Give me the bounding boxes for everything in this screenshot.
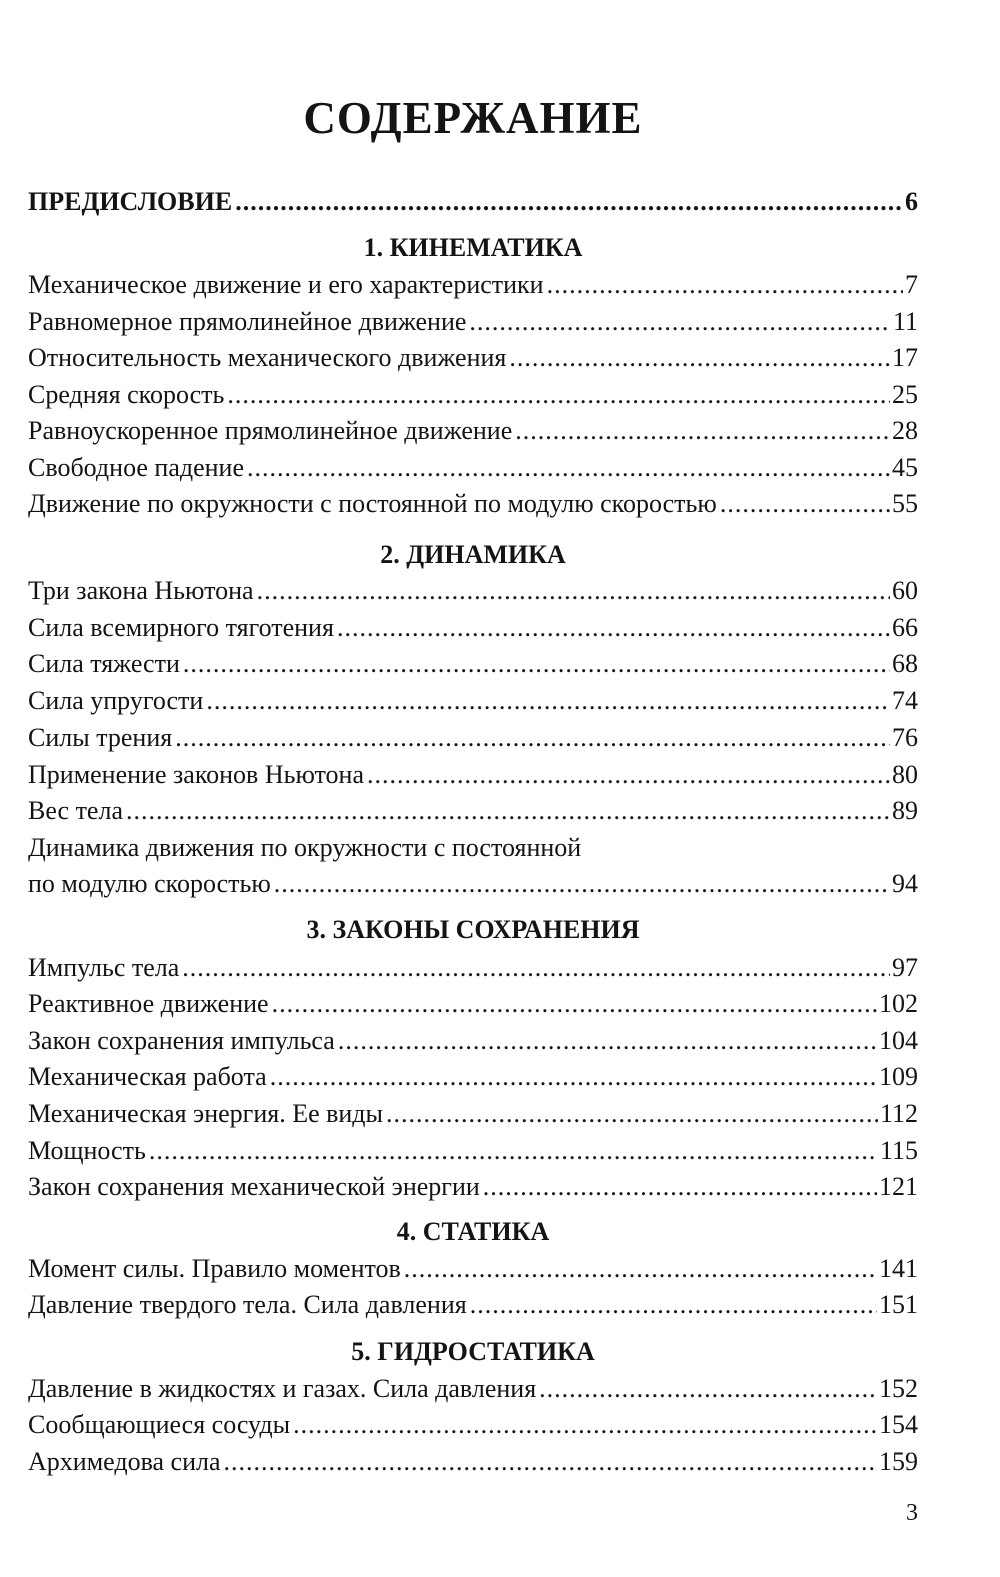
toc-entry-page: 28: [892, 416, 918, 445]
dot-leader: [293, 1407, 877, 1443]
toc-entry-page: 104: [879, 1026, 918, 1055]
toc-entry-label: Давление в жидкостях и газах. Сила давления: [28, 1374, 537, 1403]
section-heading-dynamics: 2. ДИНАМИКА: [380, 540, 566, 569]
toc-entry-label: Движение по окружности с постоянной по модулю скоростью: [28, 489, 717, 518]
dot-leader: [470, 1287, 877, 1323]
dot-leader: [469, 304, 891, 340]
toc-entry-label: Механическое движение и его характеристики: [28, 270, 544, 299]
toc-entry-label: Применение законов Ньютона: [28, 760, 365, 789]
toc-entry[interactable]: [28, 413, 918, 449]
toc-entry[interactable]: [28, 1023, 918, 1059]
dot-leader: [126, 793, 890, 829]
toc-entry[interactable]: [28, 1059, 918, 1095]
dot-leader: [182, 950, 890, 986]
toc-entry-page: 25: [892, 380, 918, 409]
toc-entry-page: 94: [892, 869, 918, 898]
toc-entry-label: Импульс тела: [28, 953, 180, 982]
toc-entry-page: 115: [879, 1136, 918, 1165]
toc-entry-preface[interactable]: [28, 184, 918, 220]
toc-entry[interactable]: [28, 304, 918, 340]
toc-entry-label: Механическая работа: [28, 1062, 267, 1091]
dot-leader: [175, 720, 890, 756]
dot-leader: [720, 486, 890, 522]
toc-entry[interactable]: [28, 1444, 918, 1480]
toc-entry[interactable]: [28, 450, 918, 486]
dot-leader: [235, 184, 903, 220]
toc-entry[interactable]: [28, 1096, 918, 1132]
toc-entry-page: 141: [879, 1254, 918, 1283]
toc-entry-page: 45: [892, 453, 918, 482]
toc-entry-label: Реактивное движение: [28, 989, 269, 1018]
dot-leader: [227, 377, 890, 413]
toc-entry[interactable]: [28, 683, 918, 719]
toc-entry-page: 80: [892, 760, 918, 789]
toc-entry[interactable]: [28, 486, 918, 522]
toc-entry-label: ПРЕДИСЛОВИЕ: [28, 187, 233, 216]
toc-entry-label: Давление твердого тела. Сила давления: [28, 1290, 467, 1319]
toc-entry-page: 74: [892, 686, 918, 715]
toc-entry-page: 154: [879, 1410, 918, 1439]
toc-entry[interactable]: [28, 757, 918, 793]
toc-entry-label: Сила всемирного тяготения: [28, 613, 334, 642]
dot-leader: [386, 1096, 878, 1132]
dot-leader: [149, 1133, 878, 1169]
toc-entry-label: по модулю скоростью: [28, 869, 271, 898]
section-heading-kinematics: 1. КИНЕМАТИКА: [363, 233, 583, 262]
toc-entry-label: Вес тела: [28, 796, 123, 825]
dot-leader: [483, 1169, 877, 1205]
toc-entry[interactable]: [28, 950, 918, 986]
toc-entry-label: Равноускоренное прямолинейное движение: [28, 416, 513, 445]
toc-entry[interactable]: [28, 866, 918, 902]
dot-leader: [515, 413, 890, 449]
toc-entry-page: 159: [879, 1447, 918, 1476]
toc-entry-page: 112: [879, 1099, 918, 1128]
toc-entry-label: Свободное падение: [28, 453, 245, 482]
toc-entry[interactable]: [28, 1287, 918, 1323]
toc-entry[interactable]: [28, 646, 918, 682]
dot-leader: [224, 1444, 877, 1480]
toc-entry-page: 11: [892, 307, 918, 336]
section-heading-statics: 4. СТАТИКА: [396, 1217, 550, 1246]
toc-entry-label: Закон сохранения импульса: [28, 1026, 335, 1055]
dot-leader: [270, 1059, 877, 1095]
toc-entry[interactable]: [28, 1407, 918, 1443]
toc-entry[interactable]: [28, 1169, 918, 1205]
toc-entry-page: 68: [892, 649, 918, 678]
toc-entry[interactable]: [28, 1251, 918, 1287]
toc-entry[interactable]: [28, 267, 918, 303]
toc-entry[interactable]: [28, 1133, 918, 1169]
toc-entry-label: Сила тяжести: [28, 649, 180, 678]
toc-entry-label: Механическая энергия. Ее виды: [28, 1099, 383, 1128]
section-heading-conservation-laws: 3. ЗАКОНЫ СОХРАНЕНИЯ: [306, 915, 640, 944]
toc-entry-page: 6: [905, 187, 918, 216]
toc-page: [28, 0, 918, 1577]
dot-leader: [257, 573, 890, 609]
toc-entry-label: Силы трения: [28, 723, 173, 752]
dot-leader: [547, 267, 903, 303]
toc-entry-label: Мощность: [28, 1136, 146, 1165]
dot-leader: [509, 340, 890, 376]
toc-entry-label: Сообщающиеся сосуды: [28, 1410, 291, 1439]
dot-leader: [272, 986, 877, 1022]
dot-leader: [367, 757, 890, 793]
toc-entry-label: Три закона Ньютона: [28, 576, 254, 605]
dot-leader: [539, 1371, 877, 1407]
toc-entry-page: 152: [879, 1374, 918, 1403]
dot-leader: [337, 610, 890, 646]
toc-entry-label: Относительность механического движения: [28, 343, 507, 372]
toc-entry-page: 97: [892, 953, 918, 982]
toc-entry-label: Сила упругости: [28, 686, 204, 715]
dot-leader: [206, 683, 890, 719]
section-heading-hydrostatics: 5. ГИДРОСТАТИКА: [351, 1337, 595, 1366]
toc-entry-label: Средняя скорость: [28, 380, 225, 409]
toc-entry-page: 89: [892, 796, 918, 825]
toc-entry-page: 102: [879, 989, 918, 1018]
toc-entry-page: 17: [892, 343, 918, 372]
toc-entry[interactable]: [28, 610, 918, 646]
toc-entry[interactable]: [28, 1371, 918, 1407]
toc-entry-page: 121: [879, 1172, 918, 1201]
toc-entry-page: 55: [892, 489, 918, 518]
toc-entry-label: Архимедова сила: [28, 1447, 221, 1476]
toc-entry-label: Закон сохранения механической энергии: [28, 1172, 480, 1201]
toc-entry[interactable]: [28, 986, 918, 1022]
page-number: 3: [906, 1500, 918, 1526]
toc-entry[interactable]: [28, 377, 918, 413]
dot-leader: [338, 1023, 877, 1059]
toc-entry-page: 7: [905, 270, 918, 299]
dot-leader: [247, 450, 890, 486]
dot-leader: [183, 646, 890, 682]
toc-entry-page: 66: [892, 613, 918, 642]
toc-entry[interactable]: [28, 793, 918, 829]
toc-entry-page: 76: [892, 723, 918, 752]
toc-entry-page: 151: [879, 1290, 918, 1319]
toc-entry-label: Равномерное прямолинейное движение: [28, 307, 467, 336]
toc-entry-page: 109: [879, 1062, 918, 1091]
page-title: СОДЕРЖАНИЕ: [303, 93, 643, 143]
toc-entry[interactable]: [28, 340, 918, 376]
toc-entry-label: Момент силы. Правило моментов: [28, 1254, 401, 1283]
toc-entry[interactable]: [28, 720, 918, 756]
dot-leader: [404, 1251, 877, 1287]
toc-entry-label-line1[interactable]: Динамика движения по окружности с постоянной: [28, 833, 582, 862]
toc-entry-page: 60: [892, 576, 918, 605]
dot-leader: [274, 866, 890, 902]
toc-entry[interactable]: [28, 573, 918, 609]
